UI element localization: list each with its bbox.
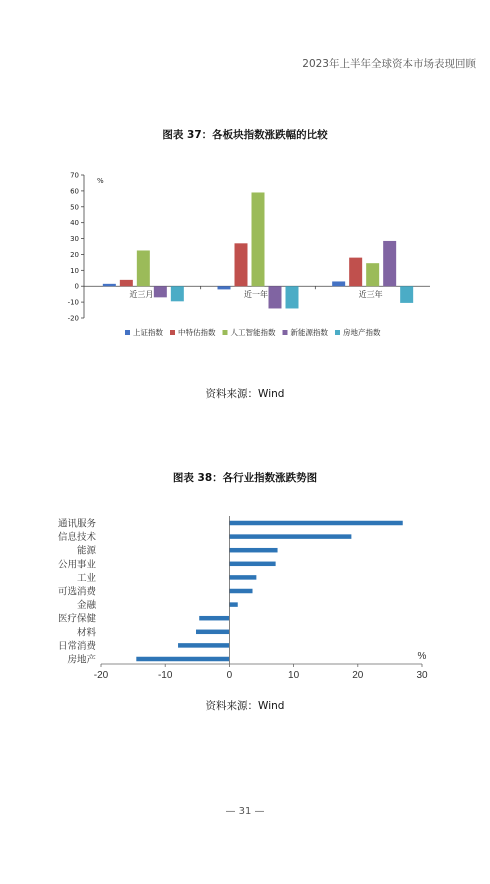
y-tick-label: 20 [70,250,79,259]
y-category-label: 可选消费 [57,586,96,598]
x-tick-label: 0 [226,670,233,681]
bar [229,534,351,539]
x-category-label: 近一年 [244,290,268,300]
y-category-label: 房地产 [67,654,96,666]
report-header-title: 2023年上半年全球资本市场表现回顾 [302,58,476,70]
x-category-label: 近三年 [358,290,383,300]
x-category-label: 近三月 [129,290,154,300]
bar [229,521,402,526]
x-tick-label: -10 [157,670,173,681]
x-tick-label: -20 [93,670,109,681]
y-category-label: 金融 [76,600,96,612]
figure-37-source: 资料来源：Wind [205,388,285,400]
bar [196,630,229,635]
legend-label: 新能源指数 [290,328,328,337]
y-category-label: 通讯服务 [57,518,96,530]
legend-label: 房地产指数 [343,328,381,337]
figure-37-title: 图表 37：各板块指数涨跌幅的比较 [162,129,328,141]
y-category-label: 日常消费 [57,640,96,652]
y-category-label: 工业 [76,572,96,584]
y-tick-label: 70 [70,171,79,180]
y-tick-label: -10 [67,298,79,307]
figure-38-title: 图表 38：各行业指数涨跌势图 [172,472,318,484]
y-tick-label: 10 [70,266,79,275]
y-category-label: 能源 [76,545,96,557]
bar [229,562,275,567]
bar [229,575,256,580]
y-category-label: 材料 [76,627,96,639]
figure-38-source: 资料来源：Wind [205,700,285,712]
y-category-label: 公用事业 [57,559,96,571]
y-category-label: 信息技术 [57,532,96,544]
y-tick-label: 40 [70,219,79,228]
bar [178,643,229,648]
bar [229,602,237,607]
y-tick-label: 0 [74,282,79,291]
y-tick-label: 50 [70,203,79,212]
y-axis-unit: % [97,177,104,185]
y-tick-label: 30 [70,235,79,244]
y-tick-label: 60 [70,187,79,196]
bar [229,548,277,553]
page-number: — 31 — [225,806,265,817]
legend-label: 人工智能指数 [230,328,276,337]
x-tick-label: 20 [352,670,364,681]
bar [199,616,229,621]
x-tick-label: 30 [416,670,428,681]
y-category-label: 医疗保健 [57,613,96,625]
bar [229,589,252,594]
x-axis-unit: % [417,651,427,662]
y-tick-label: -20 [67,314,79,323]
x-tick-label: 10 [288,670,300,681]
legend-label: 上证指数 [133,328,163,337]
legend-label: 中特估指数 [178,328,216,337]
bar [136,657,229,662]
